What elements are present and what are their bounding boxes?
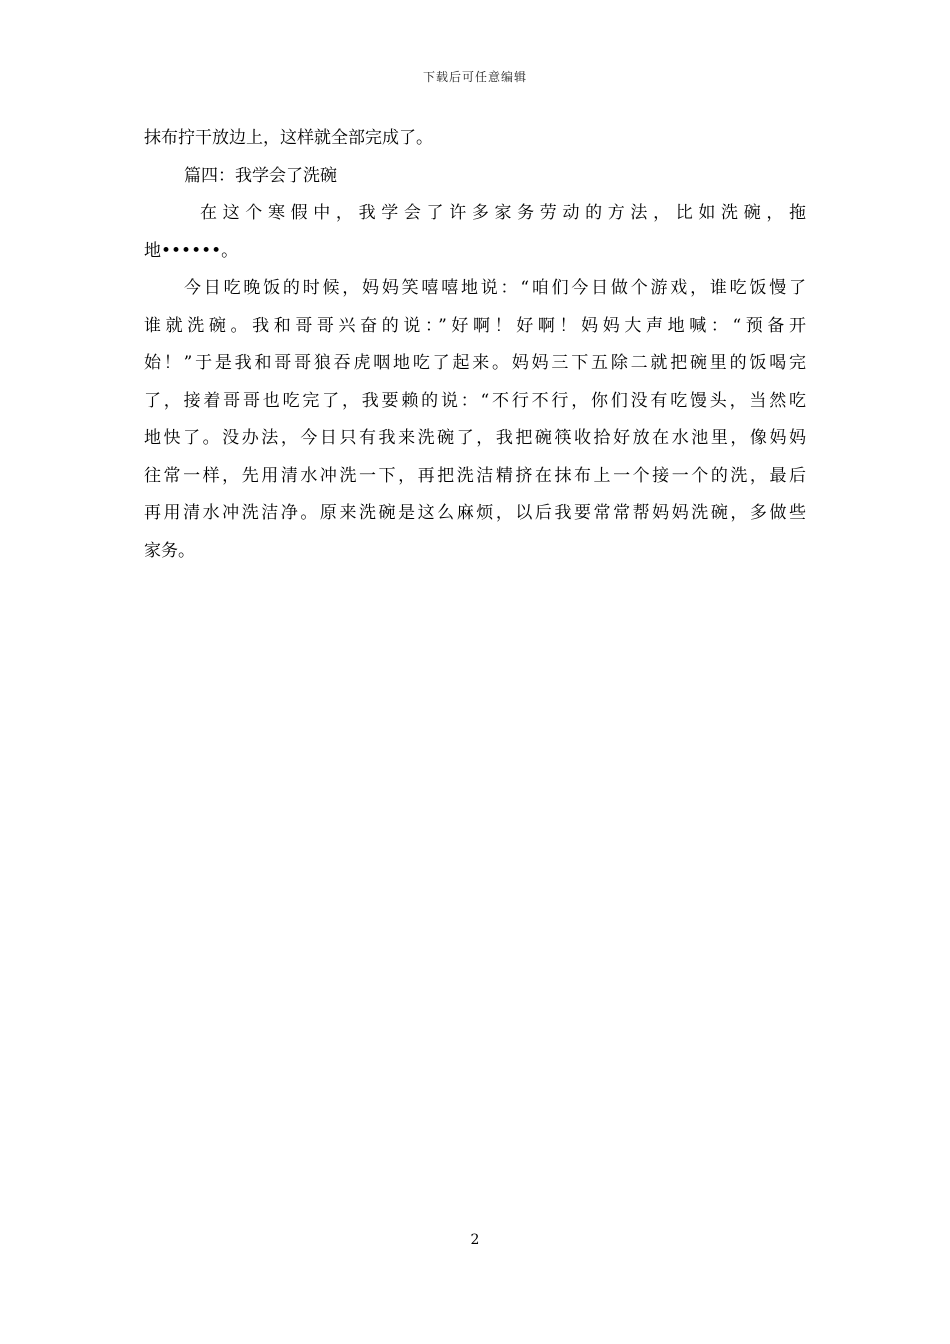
text-line: 在这个寒假中，我学会了许多家务劳动的方法，比如洗碗，拖 xyxy=(200,203,806,223)
text-line: 谁就洗碗。我和哥哥兴奋的说：”好啊！好啊！妈妈大声地喊：“预备开 xyxy=(144,315,806,336)
text-line: 地••••••。 xyxy=(144,240,239,261)
text-line: 今日吃晚饭的时候，妈妈笑嘻嘻地说：“咱们今日做个游戏，谁吃饭慢了 xyxy=(184,278,806,298)
page-header: 下载后可任意编辑 xyxy=(422,70,527,84)
text-line: 地快了。没办法，今日只有我来洗碗了，我把碗筷收拾好放在水池里，像妈妈 xyxy=(144,428,806,448)
page-number: 2 xyxy=(470,1232,480,1248)
text-line: 了，接着哥哥也吃完了，我要赖的说：“不行不行，你们没有吃馒头，当然吃 xyxy=(144,390,806,411)
document-body xyxy=(144,120,806,570)
text-line: 往常一样，先用清水冲洗一下，再把洗洁精挤在抹布上一个接一个的洗，最后 xyxy=(144,465,806,486)
text-line: 再用清水冲洗洁净。原来洗碗是这么麻烦，以后我要常常帮妈妈洗碗，多做些 xyxy=(144,503,806,523)
text-line: 家务。 xyxy=(144,540,195,561)
text-line: 抹布拧干放边上，这样就全部完成了。 xyxy=(144,128,433,148)
text-line: 始！”于是我和哥哥狼吞虎咽地吃了起来。妈妈三下五除二就把碗里的饭喝完 xyxy=(144,353,806,373)
section-heading: 篇四：我学会了洗碗 xyxy=(184,165,337,186)
